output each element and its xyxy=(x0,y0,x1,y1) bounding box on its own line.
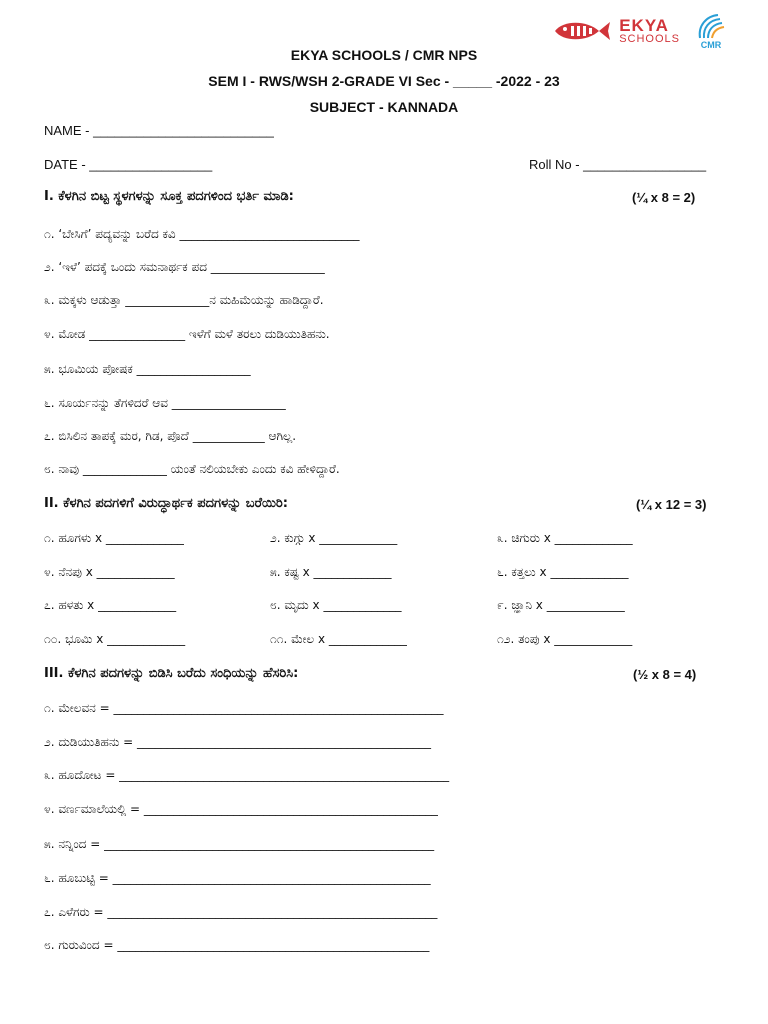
section3-item: ೩. ಹೂದೋಟ = _______________________________________________________ xyxy=(44,768,450,782)
section3-item: ೨. ದುಡಿಯುತಿಹನು = _________________________________________________ xyxy=(44,735,431,749)
exam-title: SEM I - RWS/WSH 2-GRADE VI Sec - _____ -2022 - 23 xyxy=(208,73,560,89)
section2-item: ೧೧. ಮೇಲ x _____________ xyxy=(270,632,407,646)
fish-emblem-icon xyxy=(553,18,611,44)
ekya-wordmark-bottom: SCHOOLS xyxy=(619,33,680,45)
section3-item: ೭. ಎಳೆಗರು = _______________________________________________________ xyxy=(44,905,438,919)
section3-item: ೮. ಗುರುವಿಂದ = ____________________________________________________ xyxy=(44,938,430,952)
section2-title: II. ಕೆಳಗಿನ ಪದಗಳಿಗೆ ವಿರುದ್ಧಾರ್ಥಕ ಪದಗಳನ್ನು ಬರೆಯಿರಿ: xyxy=(44,496,288,511)
cmr-wordmark: CMR xyxy=(700,40,722,50)
section2-item: ೧೦. ಭೂಮಿ x _____________ xyxy=(44,632,186,646)
section2-item: ೬. ಕತ್ತಲು x _____________ xyxy=(497,565,629,579)
section2-item: ೧೨. ತಂಪು x _____________ xyxy=(497,632,633,646)
section3-item: ೫. ನನ್ನಿಂದ = _______________________________________________________ xyxy=(44,837,435,851)
section2-item: ೮. ಮೃದು x _____________ xyxy=(270,598,402,612)
cmr-logo xyxy=(694,12,728,50)
section3-marks: (½ x 8 = 4) xyxy=(633,667,697,682)
name-field[interactable]: NAME - _________________________ xyxy=(44,123,274,138)
ekya-wordmark xyxy=(619,17,680,45)
section1-item: ೪. ಮೋಡ ________________ ಇಳೆಗೆ ಮಳೆ ತರಲು ದುಡಿಯುತಿಹನು. xyxy=(44,327,330,341)
section2-item: ೧. ಹೂಗಳು x _____________ xyxy=(44,531,184,545)
ekya-logo xyxy=(553,17,680,45)
section2-item: ೭. ಹಳತು x _____________ xyxy=(44,598,177,612)
section3-item: ೪. ವರ್ಣಮಾಲೆಯಲ್ಲಿ = _________________________________________________ xyxy=(44,802,438,816)
section1-item: ೬. ಸೂರ್ಯನನ್ನು ತೆಗಳಿದರೆ ಆವ ___________________ xyxy=(44,396,286,410)
section3-item: ೧. ಮೇಲವನ = _______________________________________________________ xyxy=(44,701,444,715)
roll-number-field[interactable]: Roll No - _________________ xyxy=(529,157,707,172)
section2-item: ೨. ಕುಗ್ಗು x _____________ xyxy=(270,531,398,545)
section1-title: I. ಕೆಳಗಿನ ಬಿಟ್ಟ ಸ್ಥಳಗಳನ್ನು ಸೂಕ್ತ ಪದಗಳಿಂದ ಭರ್ತಿ ಮಾಡಿ: xyxy=(44,189,294,204)
section1-item: ೭. ಬಿಸಿಲಿನ ತಾಪಕ್ಕೆ ಮರ, ಗಿಡ, ಪೊದೆ ____________ ಆಗಿಲ್ಲ. xyxy=(44,429,297,443)
section1-item: ೩. ಮಕ್ಕಳು ಆಡುತ್ತಾ ______________ನ ಮಹಿಮೆಯನ್ನು ಹಾಡಿದ್ದಾರೆ. xyxy=(44,293,324,307)
section1-marks: (¼ x 8 = 2) xyxy=(632,190,696,205)
subject-title: SUBJECT - KANNADA xyxy=(309,99,459,115)
school-title: EKYA SCHOOLS / CMR NPS xyxy=(290,47,478,63)
section1-item: ೨. ‘ಇಳೆ’ ಪದಕ್ಕೆ ಒಂದು ಸಮನಾರ್ಥಕ ಪದ ___________________ xyxy=(44,260,325,274)
section2-item: ೪. ನೆನಪು x _____________ xyxy=(44,565,175,579)
section1-item: ೫. ಭೂಮಿಯ ಪೋಷಕ ___________________ xyxy=(44,362,251,376)
section2-marks: (¼ x 12 = 3) xyxy=(636,497,707,512)
section2-item: ೯. ಜ್ಞಾನಿ x _____________ xyxy=(497,598,625,612)
section1-item: ೮. ನಾವು ______________ ಯಂತೆ ನಲಿಯಬೇಕು ಎಂದು ಕವಿ ಹೇಳಿದ್ದಾರೆ. xyxy=(44,462,340,476)
section2-item: ೫. ಕಷ್ಟ x _____________ xyxy=(270,565,392,579)
ekya-wordmark-top: EKYA xyxy=(619,16,669,35)
section3-item: ೬. ಹೂಬುಟ್ಟಿ = _____________________________________________________ xyxy=(44,871,431,885)
section1-item: ೧. ‘ಬೇಸಿಗೆ’ ಪದ್ಯವನ್ನು ಬರೆದ ಕವಿ ______________________________ xyxy=(44,227,360,241)
section3-title: III. ಕೆಳಗಿನ ಪದಗಳನ್ನು ಬಿಡಿಸಿ ಬರೆದು ಸಂಧಿಯನ್ನು ಹೆಸರಿಸಿ: xyxy=(44,666,299,681)
section2-item: ೩. ಚಿಗುರು x _____________ xyxy=(497,531,633,545)
date-field[interactable]: DATE - _________________ xyxy=(44,157,213,172)
logo-area xyxy=(553,12,728,50)
cmr-swan-icon xyxy=(694,12,728,42)
